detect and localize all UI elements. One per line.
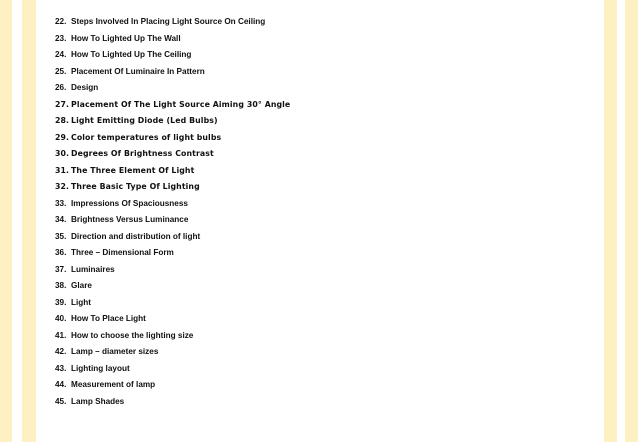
toc-item-number: 23.	[55, 33, 67, 43]
toc-item-text: Color temperatures of light bulbs	[71, 132, 222, 142]
toc-item-text: Measurement of lamp	[71, 380, 156, 389]
toc-item-number: 27.	[55, 99, 70, 109]
toc-item-text: Three Basic Type Of Lighting	[71, 182, 200, 191]
toc-item	[55, 344, 290, 361]
toc-item-number: 43.	[55, 363, 67, 373]
toc-item-number: 36.	[55, 248, 67, 257]
toc-item	[55, 295, 290, 312]
toc-item-number: 33.	[55, 198, 67, 208]
toc-item-number: 30.	[55, 149, 70, 158]
toc-item-text: Brightness Versus Luminance	[71, 215, 189, 224]
toc-item	[55, 64, 290, 81]
toc-item-number: 42.	[55, 347, 67, 356]
toc-item-text: How To Lighted Up The Wall	[71, 33, 181, 43]
toc-item	[55, 97, 290, 114]
toc-item-text: Placement Of The Light Source Aiming 30° Angle	[71, 99, 291, 109]
right-border-stripe-outer	[625, 0, 638, 442]
toc-item	[55, 262, 290, 279]
toc-item	[55, 163, 290, 180]
right-border-stripe-inner	[604, 0, 617, 442]
toc-item-text: How to choose the lighting size	[71, 330, 194, 340]
toc-item-number: 37.	[55, 264, 67, 274]
toc-item-text: Impressions Of Spaciousness	[71, 198, 188, 208]
toc-item-number: 41.	[55, 330, 67, 340]
toc-item	[55, 113, 290, 130]
toc-item	[55, 47, 290, 64]
toc-item-text: Placement Of Luminaire In Pattern	[71, 66, 205, 76]
toc-item-number: 40.	[55, 314, 67, 323]
toc-item-text: Direction and distribution of light	[71, 231, 201, 241]
toc-item	[55, 361, 290, 378]
toc-item	[55, 377, 290, 394]
toc-item-number: 35.	[55, 231, 67, 241]
toc-item-number: 26.	[55, 83, 67, 92]
toc-item-number: 28.	[55, 116, 70, 125]
toc-item-number: 39.	[55, 297, 67, 307]
toc-item-number: 25.	[55, 66, 67, 76]
toc-item	[55, 179, 290, 196]
toc-item-text: Steps Involved In Placing Light Source On Ceiling	[71, 17, 266, 26]
toc-item-number: 22.	[55, 17, 67, 26]
toc-item-number: 32.	[55, 182, 70, 191]
toc-item-text: Degrees Of Brightness Contrast	[71, 149, 214, 158]
toc-item-number: 38.	[55, 281, 67, 290]
toc-item	[55, 394, 290, 411]
toc-item	[55, 245, 290, 262]
toc-item	[55, 31, 290, 48]
toc-item-text: Three – Dimensional Form	[71, 248, 174, 257]
toc-item-number: 44.	[55, 380, 67, 389]
table-of-contents	[55, 14, 290, 410]
toc-item	[55, 196, 290, 213]
toc-item	[55, 14, 290, 31]
toc-item-number: 24.	[55, 50, 67, 59]
toc-item-text: Lamp – diameter sizes	[71, 347, 159, 356]
toc-item-text: Glare	[71, 281, 92, 290]
toc-item	[55, 212, 290, 229]
toc-item	[55, 278, 290, 295]
left-border-stripe-outer	[0, 0, 12, 442]
toc-item	[55, 229, 290, 246]
toc-item-number: 45.	[55, 396, 67, 406]
toc-item-text: Light Emitting Diode (Led Bulbs)	[71, 116, 218, 125]
toc-item-text: Design	[71, 83, 99, 92]
toc-item-text: Luminaires	[71, 264, 115, 274]
toc-item	[55, 80, 290, 97]
toc-item	[55, 130, 290, 147]
toc-item-number: 34.	[55, 215, 67, 224]
toc-item-text: Lamp Shades	[71, 396, 125, 406]
toc-item-number: 31.	[55, 165, 70, 175]
toc-item-text: Lighting layout	[71, 363, 130, 373]
left-border-stripe-inner	[22, 0, 36, 442]
toc-item-number: 29.	[55, 132, 70, 142]
toc-item-text: How To Place Light	[71, 314, 146, 323]
toc-item-text: The Three Element Of Light	[71, 165, 195, 175]
toc-item	[55, 146, 290, 163]
toc-item	[55, 328, 290, 345]
toc-item	[55, 311, 290, 328]
toc-item-text: Light	[71, 297, 92, 307]
toc-item-text: How To Lighted Up The Ceiling	[71, 50, 192, 59]
